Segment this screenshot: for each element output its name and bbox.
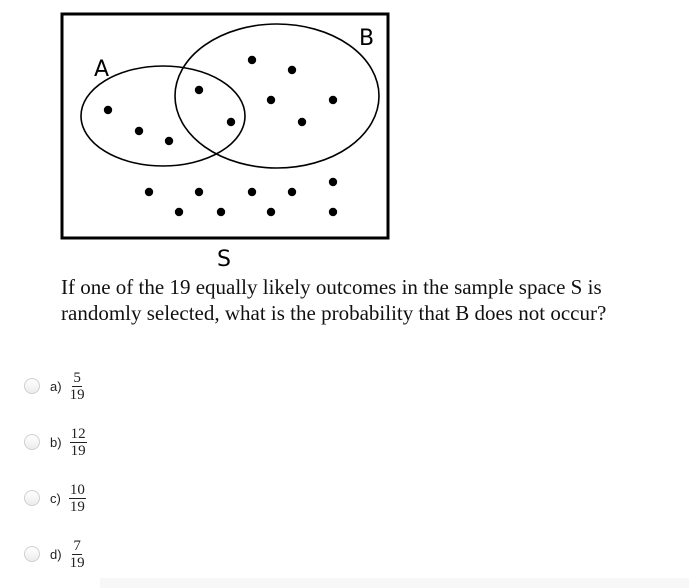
sample-space-box	[62, 14, 388, 238]
outcome-dot	[248, 56, 256, 64]
outcome-dot	[175, 208, 183, 216]
outcome-dot	[248, 188, 256, 196]
set-b-label: B	[359, 26, 375, 51]
outcome-dot	[227, 118, 235, 126]
option-a[interactable]	[24, 366, 85, 406]
outcome-dot	[135, 127, 143, 135]
option-d-denominator: 19	[69, 554, 85, 571]
option-d-letter: d)	[50, 546, 62, 562]
option-b[interactable]	[24, 422, 87, 462]
question-text: If one of the 19 equally likely outcomes in the sample space S is randomly selected, what is the probability that B does not occur?	[61, 275, 607, 325]
outcome-dot	[165, 137, 173, 145]
outcome-dot	[267, 96, 275, 104]
outcome-dot	[195, 86, 203, 94]
set-b-ellipse	[175, 24, 379, 168]
outcome-dot	[145, 188, 153, 196]
option-a-letter: a)	[50, 378, 62, 394]
option-a-numerator: 5	[73, 369, 81, 386]
option-d-radio[interactable]	[24, 546, 40, 562]
outcome-dot	[298, 118, 306, 126]
option-d-numerator: 7	[73, 537, 81, 554]
outcome-dot	[329, 208, 337, 216]
option-c-fraction	[69, 483, 86, 514]
option-b-numerator: 12	[70, 425, 86, 442]
outcome-dot	[195, 188, 203, 196]
outcome-dot	[267, 208, 275, 216]
option-a-denominator: 19	[69, 386, 85, 403]
set-a-label: A	[94, 57, 110, 82]
option-b-letter: b)	[50, 434, 62, 450]
outcome-dot	[288, 66, 296, 74]
outcome-dot	[329, 96, 337, 104]
option-b-fraction	[70, 427, 87, 458]
option-c[interactable]	[24, 478, 86, 518]
outcome-dot	[329, 178, 337, 186]
option-d[interactable]	[24, 534, 85, 574]
option-c-radio[interactable]	[24, 490, 40, 506]
option-c-letter: c)	[50, 490, 61, 506]
option-c-denominator: 19	[69, 498, 85, 515]
option-a-fraction	[70, 371, 85, 402]
outcome-dot	[217, 208, 225, 216]
sample-space-label: S	[217, 247, 231, 270]
option-d-fraction	[70, 539, 85, 570]
outcome-dot	[104, 106, 112, 114]
venn-diagram	[0, 0, 689, 270]
option-a-radio[interactable]	[24, 378, 40, 394]
bottom-bar	[100, 578, 689, 588]
option-b-radio[interactable]	[24, 434, 40, 450]
option-c-numerator: 10	[69, 481, 85, 498]
outcome-dot	[288, 188, 296, 196]
option-b-denominator: 19	[70, 442, 86, 459]
